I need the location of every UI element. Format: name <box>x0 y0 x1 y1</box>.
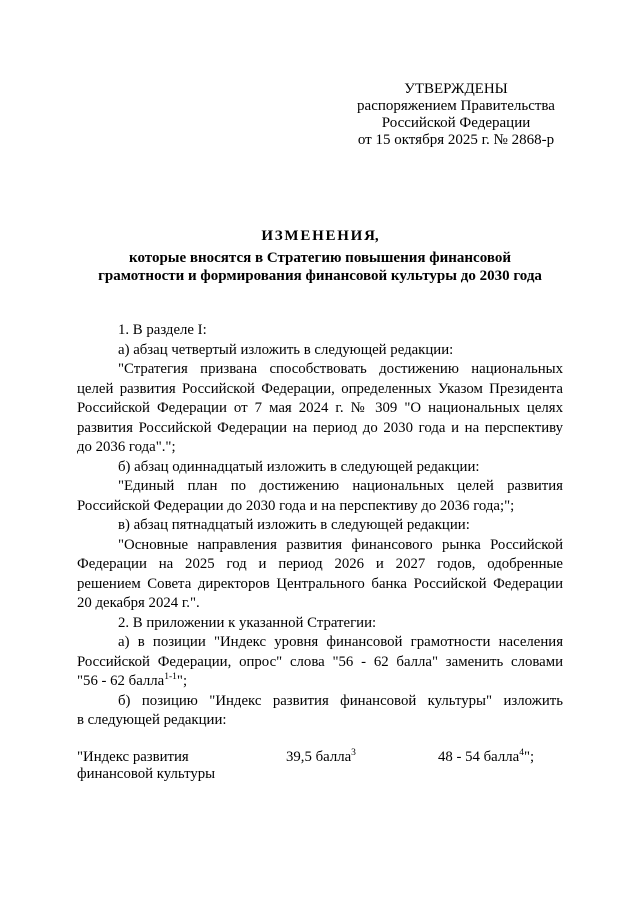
quoted-text-line: "Основные направления развития финансового рынка Российской <box>118 536 563 553</box>
amendment-1c <box>77 516 563 614</box>
target-value: 48 - 54 балла <box>438 748 520 765</box>
amendment-text-line: а) в позиции "Индекс уровня финансовой грамотности населения <box>118 634 563 650</box>
document-body <box>77 321 563 783</box>
amendment-text-line: б) позицию "Индекс развития финансовой культуры" изложить <box>118 692 563 709</box>
approval-block <box>336 81 576 149</box>
document-title <box>77 227 563 285</box>
amendment-text-end: "; <box>176 673 188 689</box>
baseline-value-cell <box>286 749 438 783</box>
indicator-name-line: финансовой культуры <box>77 765 216 782</box>
title-subtitle-line: которые вносятся в Стратегию повышения финансовой <box>129 250 511 266</box>
amendment-instruction: б) абзац одиннадцатый изложить в следующей редакции: <box>118 458 480 475</box>
amendment-text-line: в следующей редакции: <box>77 712 227 728</box>
quoted-text-line: 20 декабря 2024 г.". <box>77 595 200 611</box>
amendment-text-line <box>77 672 563 692</box>
footnote-reference: 1-1 <box>164 672 177 682</box>
title-heading: И З М Е Н Е Н И Я, <box>261 228 379 244</box>
quoted-text-line: развития Российской Федерации на период до 2030 года и на перспективу <box>77 419 563 436</box>
section-heading: 2. В приложении к указанной Стратегии: <box>118 614 377 631</box>
section-2 <box>77 614 563 783</box>
quoted-text-line: "Единый план по достижению национальных целей развития <box>118 478 563 494</box>
amendment-text-fragment: "56 - 62 балла <box>77 673 165 689</box>
approval-date-number: от 15 октября 2025 г. № 2868-р <box>357 132 555 148</box>
quoted-text-line: Федерации на 2025 год и период 2026 и 2027 годов, одобренные <box>77 556 563 572</box>
footnote-reference: 3 <box>351 747 356 758</box>
approval-issuer-line: Российской Федерации <box>381 115 531 131</box>
quoted-text-line: "Стратегия призвана способствовать достижению национальных <box>118 361 563 377</box>
quoted-text-line: Российской Федерации до 2030 года и на перспективу до 2036 года;"; <box>77 497 515 514</box>
quoted-text-line: до 2036 года"."; <box>77 439 176 455</box>
approval-status: УТВЕРЖДЕНЫ <box>404 81 508 97</box>
quoted-text-line: Российской Федерации от 7 мая 2024 г. № 309 "О национальных целях <box>77 400 563 416</box>
amendment-1b <box>77 458 563 517</box>
baseline-value: 39,5 балла <box>286 748 352 765</box>
target-value-cell <box>438 749 563 783</box>
footnote-reference: 4 <box>519 747 524 758</box>
indicator-table-row <box>77 749 563 783</box>
amendment-2b <box>77 692 563 783</box>
amendment-1a <box>77 341 563 458</box>
indicator-name-line: "Индекс развития <box>77 748 189 765</box>
amendment-text-line: Российской Федерации, опрос" слова "56 - 62 балла" заменить словами <box>77 653 563 670</box>
title-subtitle-line: грамотности и формирования финансовой культуры до 2030 года <box>98 268 542 284</box>
approval-issuer-line: распоряжением Правительства <box>357 98 555 114</box>
indicator-name-cell <box>77 749 286 783</box>
section-1 <box>77 321 563 614</box>
amendment-instruction: в) абзац пятнадцатый изложить в следующей редакции: <box>118 517 470 533</box>
quoted-text-line: решением Совета директоров Центрального банка Российской Федерации <box>77 575 563 592</box>
row-end: "; <box>523 748 535 765</box>
quoted-text-line: целей развития Российской Федерации, определенных Указом Президента <box>77 380 563 397</box>
section-heading: 1. В разделе I: <box>118 322 207 338</box>
amendment-2a <box>77 633 563 692</box>
amendment-instruction: а) абзац четвертый изложить в следующей редакции: <box>118 341 454 358</box>
